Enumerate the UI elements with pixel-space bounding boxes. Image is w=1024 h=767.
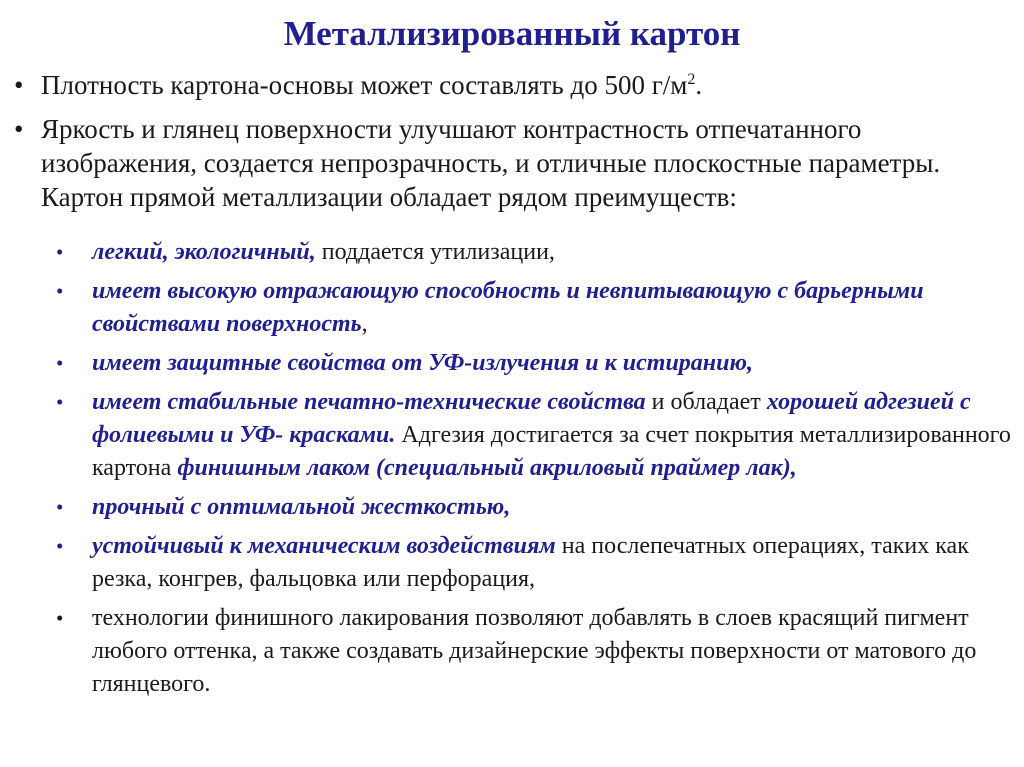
sub-bullet-list	[0, 236, 1024, 707]
bullet-icon: •	[56, 351, 64, 375]
emphasis-text: финишным лаком (специальный акриловый праймер лак),	[177, 455, 797, 481]
plain-text: и обладает	[645, 389, 767, 415]
plain-text: Адгезия достигается за счет покрытия металлизированного картона	[92, 422, 1011, 481]
superscript: 2	[687, 71, 696, 88]
emphasis-text: легкий, экологичный,	[92, 239, 316, 265]
page-title: Металлизированный картон	[283, 14, 741, 53]
plain-text: на послепечатных операциях, таких как резка, конгрев, фальцовка или перфорация,	[92, 533, 969, 592]
list-item	[0, 386, 1024, 485]
bullet-icon: •	[56, 606, 64, 630]
emphasis-text: хорошей адгезией с фолиевыми и УФ- красками.	[92, 389, 971, 448]
list-item	[0, 236, 1024, 269]
bullet-icon: •	[56, 240, 64, 264]
bullet-icon: •	[14, 114, 24, 144]
bullet-icon: •	[14, 70, 24, 100]
bullet-icon: •	[56, 390, 64, 414]
plain-text: ,	[361, 311, 368, 337]
bullet-text-end: .	[695, 70, 703, 100]
bullet-text: Яркость и глянец поверхности улучшают контрастность отпечатанного изображения, создается непрозрачность, и отличные плоскостные параметры. Картон прямой металлизации обладает рядом преимуществ:	[41, 114, 941, 212]
emphasis-text: имеет защитные свойства от УФ-излучения и к истиранию,	[92, 350, 753, 376]
emphasis-text: прочный с оптимальной жесткостью,	[92, 494, 511, 520]
list-item	[0, 68, 1024, 102]
list-item	[0, 112, 1024, 214]
plain-text: поддается утилизации,	[315, 239, 555, 265]
bullet-text: Плотность картона-основы может составлять до 500 г/м	[41, 70, 688, 100]
bullet-icon: •	[56, 279, 64, 303]
list-item	[0, 602, 1024, 701]
bullet-icon: •	[56, 534, 64, 558]
list-item	[0, 347, 1024, 380]
emphasis-text: имеет высокую отражающую способность и невпитывающую с барьерными свойствами поверхность	[92, 278, 924, 337]
plain-text: технологии финишного лакирования позволяют добавлять в слоев красящий пигмент любого оттенка, а также создавать дизайнерские эффекты поверхности от матового до глянцевого.	[92, 605, 977, 697]
list-item	[0, 530, 1024, 596]
main-bullet-list	[0, 68, 1024, 224]
list-item	[0, 491, 1024, 524]
emphasis-text: имеет стабильные печатно-технические свойства	[92, 389, 646, 415]
list-item	[0, 275, 1024, 341]
bullet-icon: •	[56, 495, 64, 519]
emphasis-text: устойчивый к механическим воздействиям	[92, 533, 556, 559]
